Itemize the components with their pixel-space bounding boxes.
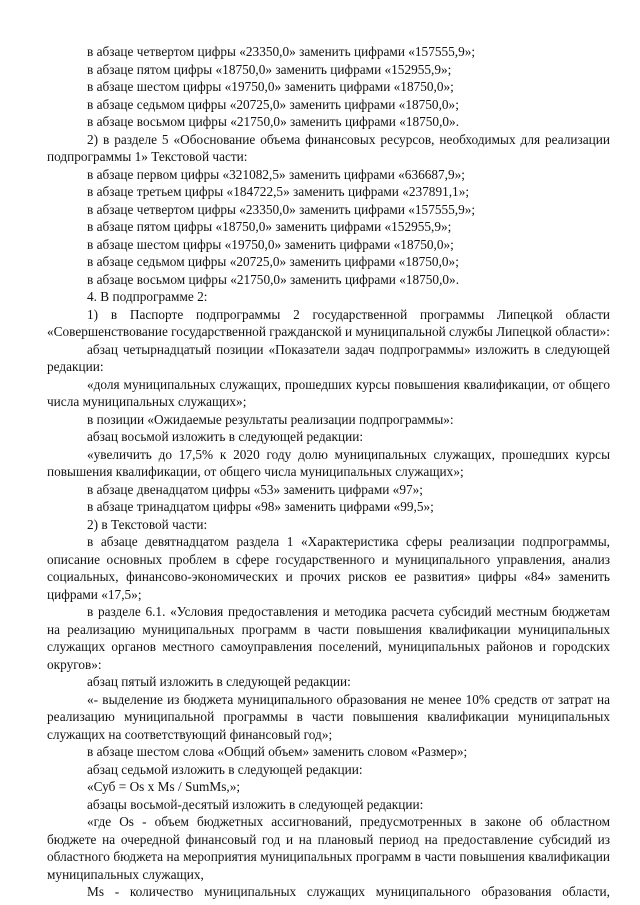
paragraph: в абзаце тринадцатом цифры «98» заменить цифрами «99,5»; bbox=[87, 499, 434, 514]
paragraph: в абзаце восьмом цифры «21750,0» заменить цифрами «18750,0». bbox=[87, 114, 460, 129]
paragraph: в абзаце шестом слова «Общий объем» заменить словом «Размер»; bbox=[87, 744, 468, 759]
paragraph: в абзаце шестом цифры «19750,0» заменить цифрами «18750,0»; bbox=[87, 79, 454, 94]
paragraph: Ms - количество муниципальных служащих муниципального образования области, bbox=[87, 884, 610, 899]
paragraph: «увеличить до 17,5% к 2020 году долю муниципальных служащих, прошедших курсы повышения квалификации, от общего числа муниципальных служащих»; bbox=[47, 446, 610, 479]
paragraph: абзац пятый изложить в следующей редакции: bbox=[87, 674, 351, 689]
paragraph: в абзаце двенадцатом цифры «53» заменить цифрами «97»; bbox=[87, 481, 423, 497]
paragraph: в разделе 6.1. «Условия предоставления и методика расчета субсидий местным бюджетам на реализацию муниципальных программ в части повышения квалификации муниципальных служащих органов местного самоуправления поселений, муниципальных районов и городских округов»: bbox=[47, 604, 610, 672]
paragraph: абзац четырнадцатый позиции «Показатели задач подпрограммы» изложить в следующей редакции: bbox=[47, 341, 610, 374]
paragraph: абзац восьмой изложить в следующей редакции: bbox=[87, 429, 364, 444]
paragraph: в абзаце первом цифры «321082,5» заменить цифрами «636687,9»; bbox=[87, 166, 466, 182]
paragraph: абзацы восьмой-десятый изложить в следующей редакции: bbox=[87, 796, 424, 812]
paragraph: 4. В подпрограмме 2: bbox=[87, 289, 208, 304]
paragraph: в абзаце шестом цифры «19750,0» заменить цифрами «18750,0»; bbox=[87, 236, 454, 252]
paragraph: в абзаце пятом цифры «18750,0» заменить цифрами «152955,9»; bbox=[87, 219, 452, 234]
paragraph: в абзаце седьмом цифры «20725,0» заменить цифрами «18750,0»; bbox=[87, 254, 459, 269]
paragraph: в абзаце четвертом цифры «23350,0» заменить цифрами «157555,9»; bbox=[87, 44, 476, 59]
paragraph: в абзаце третьем цифры «184722,5» заменить цифрами «237891,1»; bbox=[87, 184, 470, 199]
paragraph: «- выделение из бюджета муниципального образования не менее 10% средств от затрат на реализацию муниципальной программы в части повышения квалификации муниципальных служащих на соответствующий финансовый год»; bbox=[47, 691, 610, 742]
paragraph: 2) в разделе 5 «Обоснование объема финансовых ресурсов, необходимых для реализации подпрограммы 1» Текстовой части: bbox=[47, 131, 610, 164]
paragraph: «Суб = Os x Ms / SumMs,»; bbox=[87, 779, 241, 794]
paragraph: 1) в Паспорте подпрограммы 2 государственной программы Липецкой области «Совершенствование государственной гражданской и муниципальной службы Липецкой области»: bbox=[47, 306, 611, 339]
paragraph: в абзаце восьмом цифры «21750,0» заменить цифрами «18750,0». bbox=[87, 271, 460, 287]
paragraph: «доля муниципальных служащих, прошедших курсы повышения квалификации, от общего числа муниципальных служащих»; bbox=[47, 376, 610, 409]
paragraph: в абзаце девятнадцатом раздела 1 «Характеристика сферы реализации подпрограммы, описание основных проблем в сфере государственного и муниципального управления, анализ социальных, финансово-экономических и прочих рисков ее развития» цифры «84» заменить цифрами «17,5»; bbox=[47, 534, 610, 602]
paragraph: в абзаце пятом цифры «18750,0» заменить цифрами «152955,9»; bbox=[87, 61, 452, 77]
paragraph: 2) в Текстовой части: bbox=[87, 516, 208, 532]
paragraph: «где Os - объем бюджетных ассигнований, предусмотренных в законе об областном бюджете на очередной финансовый год и на плановый период на предоставление субсидий из областного бюджета на мероприятия муниципальных программ в части повышения квалификации муниципальных служащих, bbox=[47, 814, 610, 882]
paragraph: в позиции «Ожидаемые результаты реализации подпрограммы»: bbox=[87, 411, 454, 427]
document-page bbox=[47, 43, 610, 901]
paragraph: абзац седьмой изложить в следующей редакции: bbox=[87, 761, 363, 777]
paragraph: в абзаце седьмом цифры «20725,0» заменить цифрами «18750,0»; bbox=[87, 96, 459, 112]
paragraph: в абзаце четвертом цифры «23350,0» заменить цифрами «157555,9»; bbox=[87, 201, 476, 217]
